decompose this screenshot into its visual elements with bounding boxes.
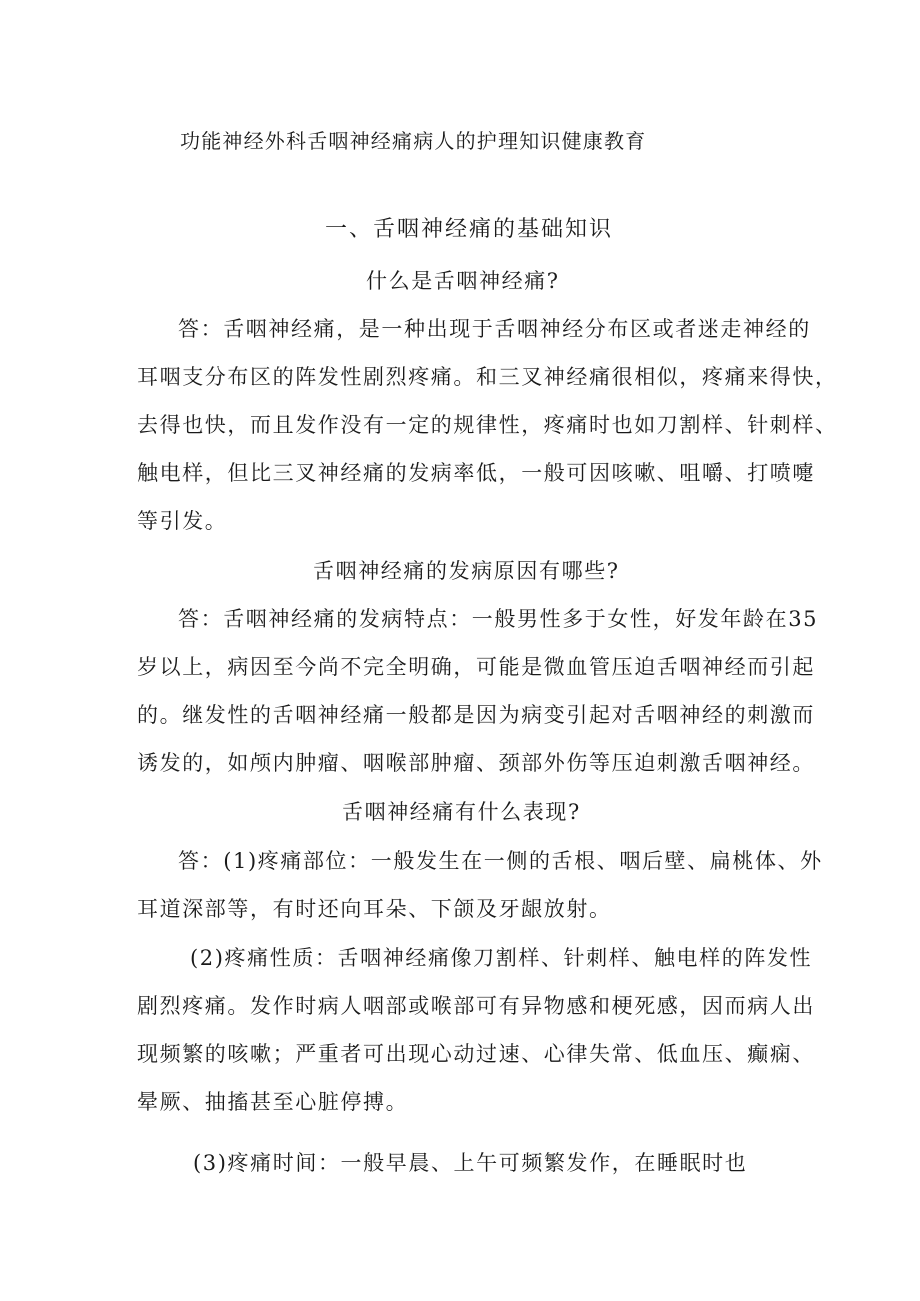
answer-line: (2)疼痛性质：舌咽神经痛像刀割样、针刺样、触电样的阵发性 — [190, 946, 813, 970]
answer-line: 晕厥、抽搐甚至心脏停搏。 — [137, 1090, 409, 1114]
answer-line: 耳道深部等，有时还向耳朵、下颌及牙龈放射。 — [137, 897, 612, 921]
answer-line: 答：(1)疼痛部位：一般发生在一侧的舌根、咽后壁、扁桃体、外 — [178, 849, 823, 873]
answer-line: (3)疼痛时间：一般早晨、上午可频繁发作，在睡眠时也 — [193, 1151, 748, 1175]
section-heading: 一、舌咽神经痛的基础知识 — [325, 217, 614, 242]
question-heading: 舌咽神经痛有什么表现? — [342, 800, 581, 824]
answer-line: 耳咽支分布区的阵发性剧烈疼痛。和三叉神经痛很相似，疼痛来得快， — [137, 365, 838, 389]
document-title: 功能神经外科舌咽神经痛病人的护理知识健康教育 — [180, 129, 647, 153]
answer-line: 的。继发性的舌咽神经痛一般都是因为病变引起对舌咽神经的刺激而 — [137, 703, 815, 727]
answer-line: 现频繁的咳嗽；严重者可出现心动过速、心律失常、低血压、癫痫、 — [137, 1042, 815, 1066]
answer-line: 等引发。 — [137, 509, 228, 533]
question-heading: 舌咽神经痛的发病原因有哪些? — [313, 559, 620, 583]
answer-line: 答：舌咽神经痛，是一种出现于舌咽神经分布区或者迷走神经的 — [178, 317, 811, 341]
answer-line: 触电样，但比三叉神经痛的发病率低，一般可因咳嗽、咀嚼、打喷嚏 — [137, 461, 815, 485]
answer-line: 诱发的，如颅内肿瘤、咽喉部肿瘤、颈部外伤等压迫刺激舌咽神经。 — [137, 751, 815, 775]
answer-line: 岁以上，病因至今尚不完全明确，可能是微血管压迫舌咽神经而引起 — [137, 655, 815, 679]
answer-line: 去得也快，而且发作没有一定的规律性，疼痛时也如刀割样、针刺样、 — [137, 413, 838, 437]
answer-line: 答：舌咽神经痛的发病特点：一般男性多于女性，好发年龄在35 — [178, 607, 819, 631]
question-heading: 什么是舌咽神经痛? — [366, 269, 560, 293]
answer-line: 剧烈疼痛。发作时病人咽部或喉部可有异物感和梗死感，因而病人出 — [137, 994, 815, 1018]
